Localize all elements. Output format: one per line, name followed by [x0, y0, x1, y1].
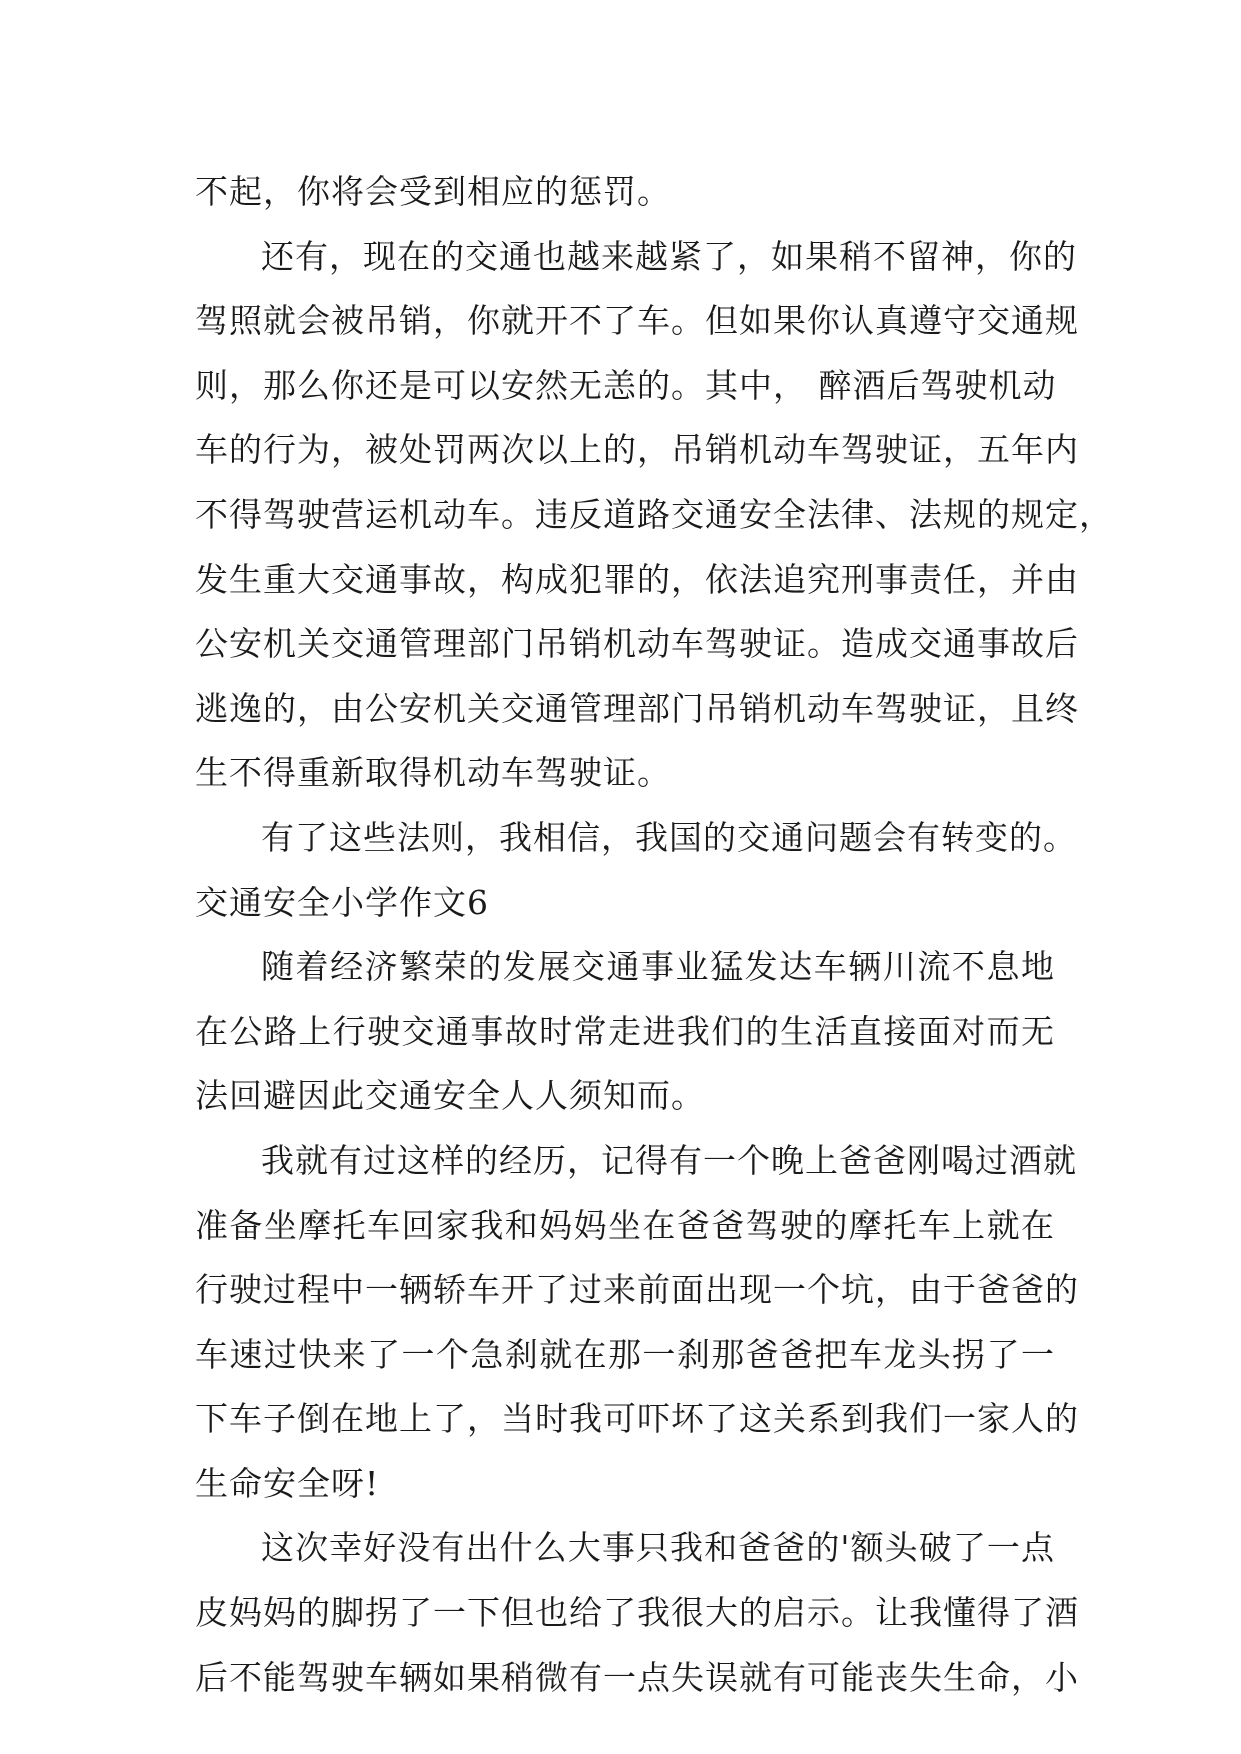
text-line: 不起，你将会受到相应的惩罚。	[195, 172, 671, 211]
text-line: 我就有过这样的经历，记得有一个晚上爸爸刚喝过酒就	[261, 1140, 1077, 1180]
text-line: 驾照就会被吊销，你就开不了车。但如果你认真遵守交通规	[195, 301, 1079, 341]
text-line: 皮妈妈的脚拐了一下但也给了我很大的启示。让我懂得了酒	[195, 1593, 1079, 1633]
text-line: 法回避因此交通安全人人须知而。	[195, 1076, 705, 1116]
document-body	[195, 160, 1113, 1710]
text-line: 还有，现在的交通也越来越紧了，如果稍不留神，你的	[261, 236, 1077, 276]
text-line: 准备坐摩托车回家我和妈妈坐在爸爸驾驶的摩托车上就在	[195, 1205, 1055, 1245]
section-heading: 交通安全小学作文6	[195, 882, 489, 922]
text-line: 则，那么你还是可以安然无恙的。其中， 醉酒后驾驶机动	[195, 365, 1057, 405]
text-line: 下车子倒在地上了，当时我可吓坏了这关系到我们一家人的	[195, 1399, 1079, 1439]
text-line: 车的行为，被处罚两次以上的，吊销机动车驾驶证，五年内	[195, 430, 1079, 470]
text-line: 行驶过程中一辆轿车开了过来前面出现一个坑，由于爸爸的	[195, 1270, 1079, 1310]
text-line: 逃逸的，由公安机关交通管理部门吊销机动车驾驶证，且终	[195, 688, 1079, 728]
text-line: 这次幸好没有出什么大事只我和爸爸的'额头破了一点	[261, 1528, 1055, 1568]
text-line: 公安机关交通管理部门吊销机动车驾驶证。造成交通事故后	[195, 624, 1079, 664]
text-line: 在公路上行驶交通事故时常走进我们的生活直接面对而无	[195, 1011, 1055, 1051]
text-line: 后不能驾驶车辆如果稍微有一点失误就有可能丧失生命，小	[195, 1657, 1079, 1697]
text-line: 车速过快来了一个急刹就在那一刹那爸爸把车龙头拐了一	[195, 1334, 1055, 1374]
text-line: 生不得重新取得机动车驾驶证。	[195, 753, 671, 793]
text-line: 有了这些法则，我相信，我国的交通问题会有转变的。	[261, 817, 1077, 857]
text-line: 生命安全呀!	[195, 1463, 380, 1503]
text-line: 随着经济繁荣的发展交通事业猛发达车辆川流不息地	[261, 947, 1055, 987]
text-line: 发生重大交通事故，构成犯罪的，依法追究刑事责任，并由	[195, 559, 1079, 599]
text-line: 不得驾驶营运机动车。违反道路交通安全法律、法规的规定，	[195, 494, 1113, 534]
